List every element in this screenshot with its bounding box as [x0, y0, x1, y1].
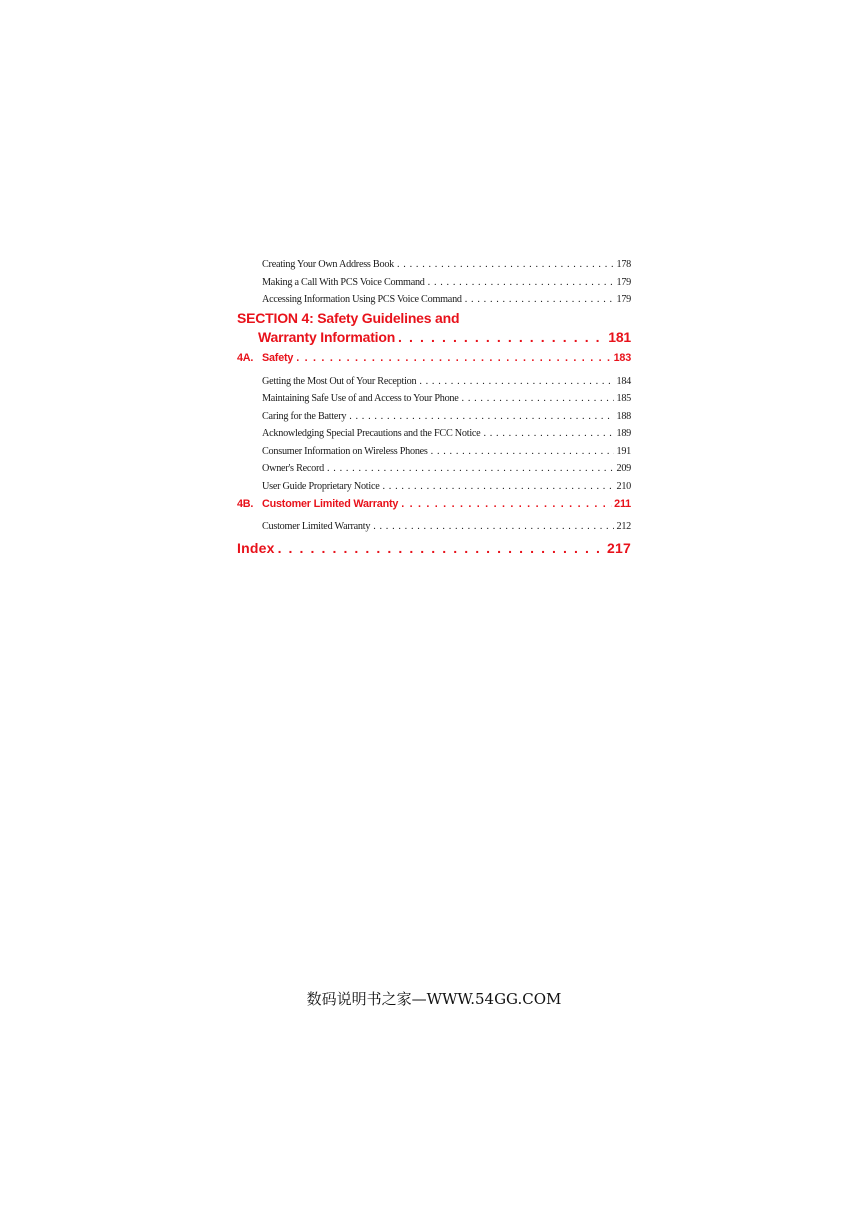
index-heading[interactable] — [237, 536, 631, 560]
chapter-title: Safety — [262, 351, 294, 364]
toc-entry-label: Owner's Record — [262, 463, 324, 474]
chapter-4b-heading[interactable] — [237, 495, 631, 514]
toc-entry-label: Accessing Information Using PCS Voice Command — [262, 294, 462, 305]
chapter-title: Customer Limited Warranty — [262, 498, 399, 510]
dot-leader — [416, 373, 614, 391]
toc-entry-fcc-notice[interactable] — [262, 425, 631, 443]
toc-entry-page: 212 — [616, 521, 631, 532]
index-page: 217 — [607, 539, 631, 556]
toc-entry-battery[interactable] — [262, 408, 631, 426]
toc-entry-page: 178 — [616, 259, 631, 270]
dot-leader — [425, 274, 615, 292]
toc-entry-making-call-voice-command[interactable] — [262, 274, 631, 292]
toc-entry-consumer-information[interactable] — [262, 443, 631, 461]
section-4-heading[interactable] — [237, 309, 631, 347]
chapter-page: 183 — [613, 351, 631, 364]
toc-entry-page: 210 — [616, 480, 631, 492]
dot-leader — [428, 443, 615, 461]
watermark-footer: 数码说明书之家—WWW.54GG.COM — [306, 990, 562, 1008]
toc-entry-page: 189 — [616, 428, 631, 439]
chapter-number: 4B. — [237, 498, 254, 510]
section-4-title-line1: SECTION 4: Safety Guidelines and — [237, 309, 460, 326]
section-4-title-line2: Warranty Information — [258, 328, 396, 345]
dot-leader — [293, 347, 611, 369]
section-4-page: 181 — [608, 328, 631, 345]
dot-leader — [395, 327, 606, 347]
index-label: Index — [237, 539, 275, 556]
toc-entry-accessing-information[interactable] — [262, 291, 631, 309]
toc-entry-page: 209 — [616, 463, 631, 474]
dot-leader — [459, 390, 615, 408]
dot-leader — [462, 291, 615, 309]
toc-entry-label: Getting the Most Out of Your Reception — [262, 375, 417, 387]
toc-entry-creating-address-book[interactable] — [262, 256, 631, 274]
dot-leader — [324, 460, 614, 478]
dot-leader — [380, 478, 615, 496]
toc-entry-page: 188 — [616, 410, 631, 422]
chapter-page: 211 — [614, 498, 631, 510]
toc-entry-reception[interactable] — [262, 373, 631, 391]
toc-entry-page: 185 — [616, 393, 631, 404]
toc-entry-proprietary-notice[interactable] — [262, 478, 631, 496]
toc-entry-page: 179 — [616, 294, 631, 305]
toc-entry-page: 184 — [616, 375, 631, 387]
toc-entry-owners-record[interactable] — [262, 460, 631, 478]
dot-leader — [370, 518, 614, 536]
table-of-contents — [237, 256, 631, 560]
toc-entry-label: Customer Limited Warranty — [262, 521, 371, 532]
dot-leader — [398, 495, 612, 514]
dot-leader — [480, 425, 614, 443]
toc-entry-label: Acknowledging Special Precautions and the FCC Notice — [262, 428, 481, 439]
dot-leader — [275, 536, 605, 560]
toc-entry-label: Making a Call With PCS Voice Command — [262, 276, 425, 288]
chapter-number: 4A. — [237, 351, 254, 364]
toc-entry-label: User Guide Proprietary Notice — [262, 480, 380, 492]
toc-entry-label: Creating Your Own Address Book — [262, 259, 395, 270]
toc-entry-page: 179 — [616, 276, 631, 288]
toc-entry-label: Consumer Information on Wireless Phones — [262, 445, 428, 457]
dot-leader — [394, 256, 614, 274]
toc-entry-safe-use[interactable] — [262, 390, 631, 408]
toc-entry-page: 191 — [616, 445, 631, 457]
chapter-4a-heading[interactable] — [237, 347, 631, 369]
toc-entry-label: Maintaining Safe Use of and Access to Your Phone — [262, 393, 459, 404]
toc-entry-label: Caring for the Battery — [262, 410, 347, 422]
dot-leader — [346, 408, 614, 426]
toc-entry-customer-limited-warranty[interactable] — [262, 518, 631, 536]
